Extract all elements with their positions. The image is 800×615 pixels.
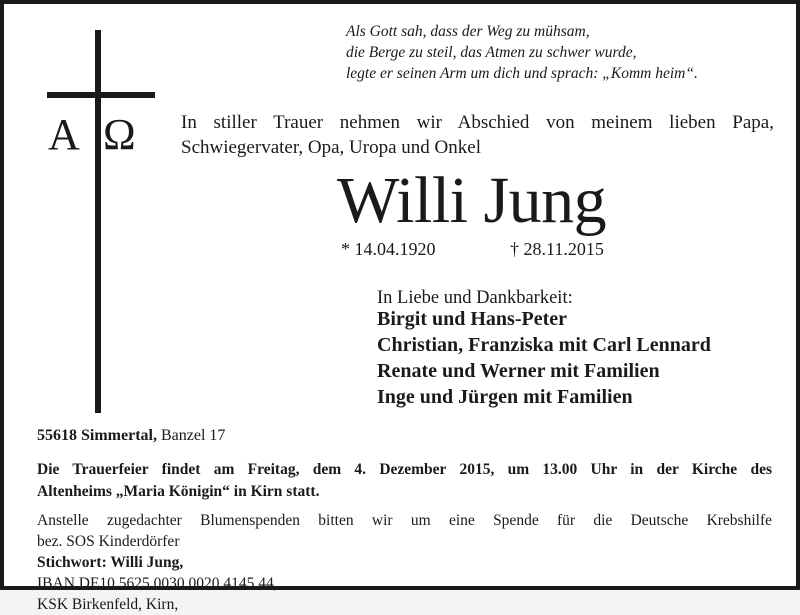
omega-symbol: Ω — [103, 110, 136, 159]
address-street: Banzel 17 — [160, 427, 226, 444]
ceremony-line: Die Trauerfeier findet am Freitag, dem 4. Dezember 2015, um 13.00 Uhr in der Kirche des — [37, 461, 772, 478]
intro-line: In stiller Trauer nehmen wir Abschied von meinem lieben Papa, — [181, 112, 774, 133]
donation-keyword: Stichwort: Willi Jung, — [37, 554, 184, 571]
address-city: 55618 Simmertal, — [37, 427, 157, 444]
mourner-entry: Birgit und Hans-Peter — [377, 308, 567, 330]
alpha-symbol: A — [48, 110, 80, 159]
poem-line: die Berge zu steil, das Atmen zu schwer wurde, — [346, 44, 637, 61]
deceased-name: Willi Jung — [337, 164, 607, 237]
donation-line — [37, 531, 772, 594]
donation-info — [37, 510, 772, 615]
cross-icon-bar — [47, 92, 155, 98]
mourners-heading: In Liebe und Dankbarkeit: — [377, 288, 573, 308]
donation-text: bez. SOS Kinderdörfer — [37, 533, 180, 550]
birth-date: * 14.04.1920 — [341, 239, 436, 259]
cross-icon — [95, 30, 101, 413]
death-date: † 28.11.2015 — [510, 239, 604, 259]
donation-line: Anstelle zugedachter Blumenspenden bitten wir um eine Spende für die Deutsche Krebshilfe — [37, 512, 772, 529]
mourners-list — [377, 306, 711, 410]
donation-line: KSK Birkenfeld, Kirn, — [37, 596, 179, 613]
donation-iban: IBAN DE10 5625 0030 0020 4145 44, — [37, 575, 278, 592]
ceremony-line: Altenheims „Maria Königin“ in Kirn statt. — [37, 483, 320, 500]
address — [37, 427, 225, 445]
poem-line: Als Gott sah, dass der Weg zu mühsam, — [346, 23, 590, 40]
intro-line: Schwiegervater, Opa, Uropa und Onkel — [181, 137, 481, 158]
ceremony-info — [37, 459, 772, 503]
mourner-entry: Renate und Werner mit Familien — [377, 360, 660, 382]
mourner-entry: Inge und Jürgen mit Familien — [377, 386, 633, 408]
poem — [346, 21, 796, 84]
poem-line: legte er seinen Arm um dich und sprach: „Komm heim“. — [346, 65, 698, 82]
intro-text — [181, 110, 781, 160]
mourner-entry: Christian, Franziska mit Carl Lennard — [377, 334, 711, 356]
